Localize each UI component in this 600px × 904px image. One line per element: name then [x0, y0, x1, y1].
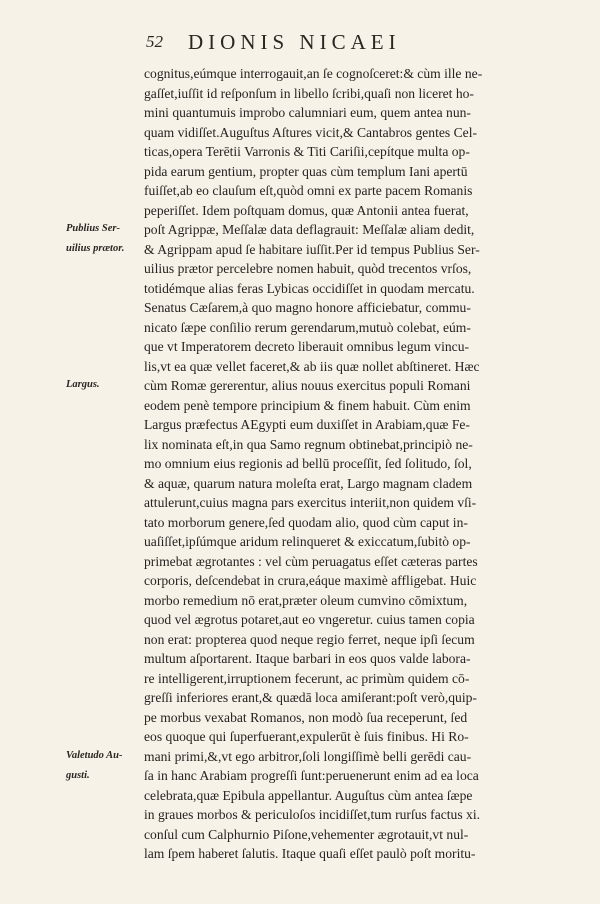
text-line: que vt Imperatorem decreto liberauit omnibus legum vincu- — [144, 339, 470, 354]
running-title: DIONIS NICAEI — [188, 30, 401, 54]
text-line: Senatus Cæſarem,à quo magno honore afficiebatur, commu- — [144, 300, 471, 315]
margin-note-valetudo-augusti — [66, 746, 140, 785]
text-line: celebrata,quæ Epibula appellantur. Auguſtus cùm antea ſæpe — [144, 787, 473, 803]
text-line: quod vel ægrotus potaret,aut eo vngeretur. cuius tamen copia — [144, 612, 475, 627]
text-line: morbo remedium nō erat,præter oleum cumvino cōmixtum, — [144, 592, 468, 608]
text-line: mani primi,&,vt ego arbitror,ſoli longiſſimè belli gerēdi cau- — [144, 748, 472, 764]
margin-note-line: Publius Ser- — [66, 223, 120, 234]
text-line: pe morbus vexabat Romanos, non modò ſua receperunt, ſed — [144, 709, 468, 725]
text-line: fuiſſet,ab eo clauſum eſt,quòd omni ex parte pacem Romanis — [144, 183, 473, 198]
text-line: pida earum gentium, propter quas cùm templum Iani apertū — [144, 163, 468, 179]
text-line: lix nominata eſt,in qua Samo regnum obtinebat,principiò ne- — [144, 436, 473, 452]
text-line: in graues morbos & periculoſos incidiſſet,tum rurſus factus xi. — [144, 807, 481, 822]
text-line: mini quantumuis improbo calumniari eum, quem antea nun- — [144, 105, 471, 120]
text-line: poſt Agrippæ, Meſſalæ data deflagrauit: Meſſalæ aliam dedit, — [144, 222, 475, 237]
text-line: ticas,opera Terētii Varronis & Titi Cariſii,cepítque multa op- — [144, 144, 470, 159]
text-line: conſul cum Calphurnio Piſone,vehementer ægrotauit,vt nul- — [144, 826, 469, 842]
text-line: eos quoque qui ſuperfuerant,expulerūt è ſuis finibus. Hi Ro- — [144, 729, 469, 744]
margin-note-line: Valetudo Au- — [66, 750, 123, 761]
text-line: & aquæ, quarum natura moleſta erat, Largo magnam cladem — [144, 475, 473, 491]
margin-note-line: Largus. — [66, 379, 100, 390]
text-line: quam vidiſſet.Auguſtus Aſtures vicit,& Cantabros gentes Cel- — [144, 124, 478, 140]
text-line: gaſſet,iuſſit id reſponſum in libello ſcribi,quaſi non liceret ho- — [144, 85, 474, 101]
text-line: multum aſportarent. Itaque barbari in eos quos valde labora- — [144, 651, 471, 666]
body-text — [144, 64, 546, 864]
text-line: re intelligerent,irruptionem fecerunt, ac primùm quidem cō- — [144, 670, 470, 686]
text-line: non erat: propterea quod neque regio ferret, neque ipſi ſecum — [144, 631, 475, 647]
text-line: tato morborum genere,ſed quodam alio, quod cùm caput in- — [144, 514, 468, 530]
text-line: totidémque alias feras Lybicas occidiſſet in quodam mercatu. — [144, 280, 475, 296]
text-line: peperiſſet. Idem poſtquam domus, quæ Antonii antea fuerat, — [144, 202, 469, 218]
text-line: nicato ſæpe conſilio rerum gerendarum,mutuò colebat, eúm- — [144, 319, 471, 335]
text-line: uaſiſſet,ipſúmque aridum relinqueret & exiccatum,ſubitò op- — [144, 534, 471, 549]
text-line: uilius prætor percelebre nomen habuit, quòd trecentos vrſos, — [144, 261, 472, 276]
text-line: corporis, deſcendebat in crura,eáque maximè affligebat. Huic — [144, 573, 477, 588]
text-line: lam ſpem haberet ſalutis. Itaque quaſi eſſet paulò poſt moritu- — [144, 846, 476, 861]
text-line: greſſi inferiores erant,& quædā loca amiſerant:poſt verò,quip- — [144, 690, 477, 705]
margin-note-publius-servilius — [66, 219, 140, 258]
text-line: primebat ægrotantes : vel cùm peruagatus eſſet cæteras partes — [144, 553, 478, 569]
text-line: eodem penè tempore principium & finem habuit. Cùm enim — [144, 397, 471, 413]
margin-note-line: gusti. — [66, 769, 90, 781]
text-line: mo omnium eius regionis ad bellū proceſſit, ſed ſolitudo, ſol, — [144, 456, 472, 471]
margin-note-line: uilius prætor. — [66, 242, 125, 254]
margin-note-largus — [66, 375, 140, 395]
text-line: & Agrippam apud ſe habitare iuſſit.Per id tempus Publius Ser- — [144, 241, 480, 257]
text-line: ſa in hanc Arabiam progreſſi ſunt:peruenerunt enim ad ea loca — [144, 768, 479, 783]
text-line: cognitus,eúmque interrogauit,an ſe cognoſceret:& cùm ille ne- — [144, 66, 483, 81]
page-header — [0, 30, 600, 60]
text-line: lis,vt ea quæ vellet faceret,& ab iis quæ nollet abſtineret. Hæc — [144, 358, 480, 374]
text-line: cùm Romæ gererentur, alius nouus exercitus populi Romani — [144, 378, 471, 393]
text-line: Largus præfectus AEgypti eum duxiſſet in Arabiam,quæ Fe- — [144, 417, 470, 432]
page-number: 52 — [146, 32, 163, 51]
text-line: attulerunt,cuius magna pars exercitus interiit,non quidem vſi- — [144, 495, 477, 510]
